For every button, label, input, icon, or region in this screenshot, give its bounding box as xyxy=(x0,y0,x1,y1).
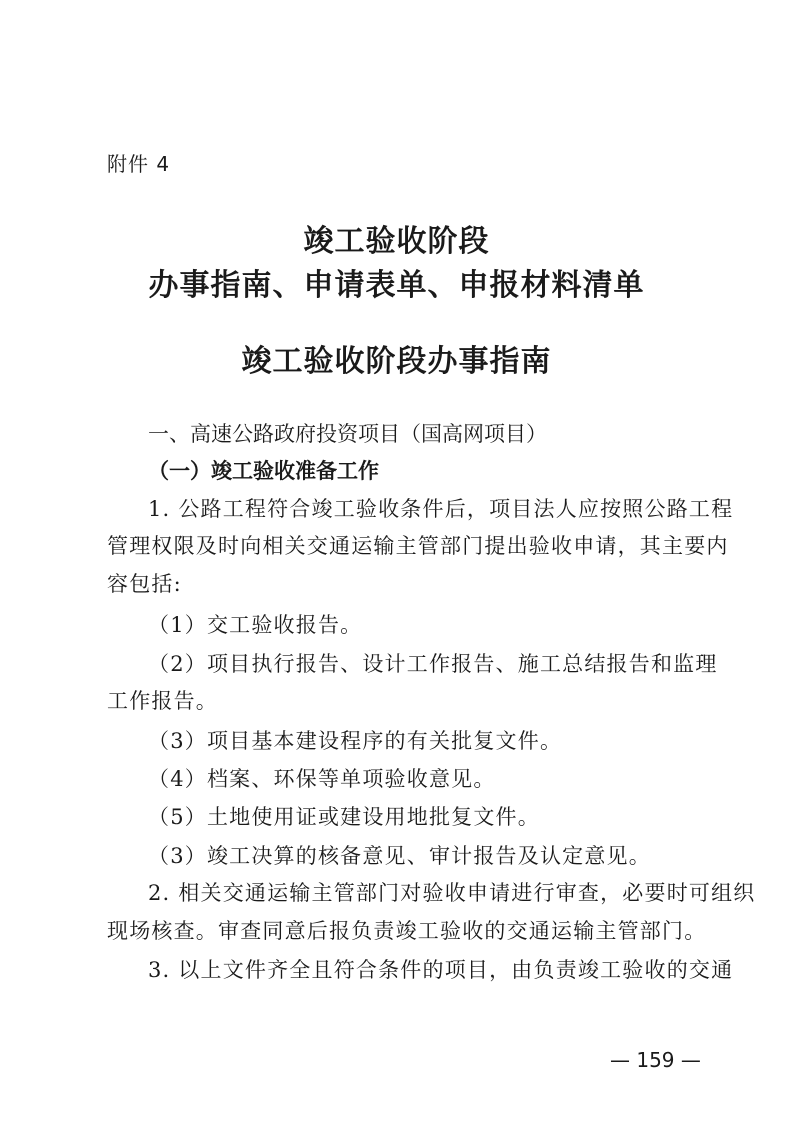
body-line: 3. 以上文件齐全且符合条件的项目，由负责竣工验收的交通 xyxy=(148,958,734,982)
body-line: （1）交工验收报告。 xyxy=(148,613,363,637)
body-line: 现场核查。审查同意后报负责竣工验收的交通运输主管部门。 xyxy=(107,919,707,943)
attachment-label: 附件 4 xyxy=(107,152,171,176)
body-line: 1. 公路工程符合竣工验收条件后，项目法人应按照公路工程 xyxy=(148,497,734,521)
body-line: （4）档案、环保等单项验收意见。 xyxy=(148,767,496,791)
body-line: 容包括: xyxy=(107,572,182,596)
body-line: 工作报告。 xyxy=(107,689,218,713)
section-heading: 一、高速公路政府投资项目（国高网项目） xyxy=(148,422,547,446)
body-line: （2）项目执行报告、设计工作报告、施工总结报告和监理 xyxy=(148,652,718,676)
body-line: （3）项目基本建设程序的有关批复文件。 xyxy=(148,729,563,753)
body-line: （5）土地使用证或建设用地批复文件。 xyxy=(148,805,540,829)
body-line: 管理权限及时向相关交通运输主管部门提出验收申请，其主要内 xyxy=(107,534,729,558)
page-number: — 159 — xyxy=(610,1048,701,1072)
document-title-line2: 办事指南、申请表单、申报材料清单 xyxy=(148,268,645,303)
subsection-heading: （一）竣工验收准备工作 xyxy=(148,459,379,483)
document-title-line1: 竣工验收阶段 xyxy=(303,224,490,259)
body-line: 2. 相关交通运输主管部门对验收申请进行审查，必要时可组织 xyxy=(148,881,756,905)
document-subtitle: 竣工验收阶段办事指南 xyxy=(241,344,552,379)
body-line: （3）竣工决算的核备意见、审计报告及认定意见。 xyxy=(148,844,651,868)
